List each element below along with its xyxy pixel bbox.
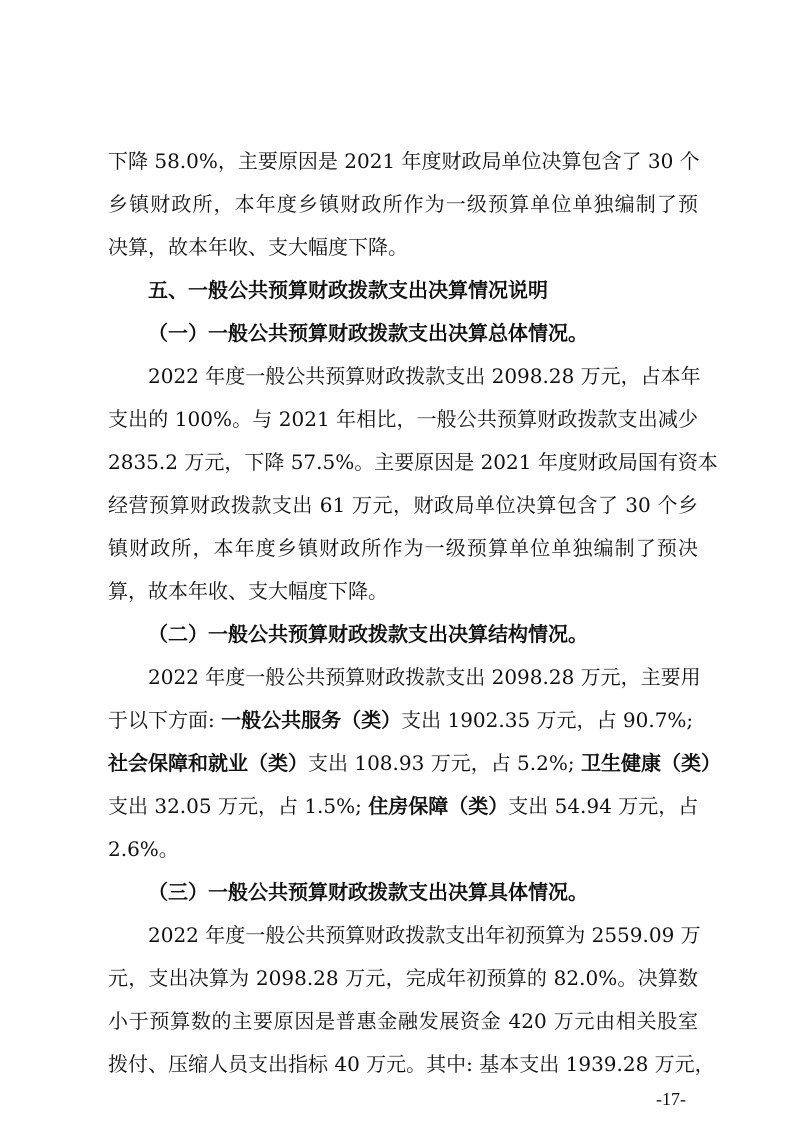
paragraph-line: 元，支出决算为 2098.28 万元，完成年初预算的 82.0%。决算数: [108, 966, 698, 990]
category-label: 卫生健康（类）: [580, 751, 721, 775]
paragraph-line: 2.6%。: [108, 837, 179, 861]
paragraph-line: 下降 58.0%，主要原因是 2021 年度财政局单位决算包含了 30 个: [108, 149, 700, 173]
paragraph-line: 决算，故本年收、支大幅度下降。: [108, 235, 408, 259]
paragraph-line: [108, 791, 698, 821]
subsection-heading: （二）一般公共预算财政拨款支出决算结构情况。: [148, 622, 588, 646]
subsection-heading: （三）一般公共预算财政拨款支出决算具体情况。: [148, 880, 588, 904]
paragraph-line: [108, 748, 721, 778]
text-run: 支出 54.94 万元，占: [508, 794, 699, 818]
section-heading: 五、一般公共预算财政拨款支出决算情况说明: [148, 278, 548, 302]
paragraph-line: 2022 年度一般公共预算财政拨款支出年初预算为 2559.09 万: [148, 923, 701, 947]
paragraph-line: 2022 年度一般公共预算财政拨款支出 2098.28 万元，主要用: [148, 665, 701, 689]
category-label: 一般公共服务（类）: [221, 708, 402, 732]
paragraph-line: 支出的 100%。与 2021 年相比，一般公共预算财政拨款支出减少: [108, 407, 698, 431]
text-run: 支出 32.05 万元，占 1.5%;: [108, 794, 369, 818]
paragraph-line: 小于预算数的主要原因是普惠金融发展资金 420 万元由相关股室: [108, 1009, 698, 1033]
category-label: 住房保障（类）: [368, 794, 509, 818]
text-run: 于以下方面:: [108, 708, 222, 732]
page-number: -17-: [656, 1089, 686, 1109]
subsection-heading: （一）一般公共预算财政拨款支出决算总体情况。: [148, 321, 588, 345]
paragraph-line: [108, 705, 698, 735]
paragraph-line: 镇财政所，本年度乡镇财政所作为一级预算单位单独编制了预决: [108, 536, 698, 560]
text-run: 支出 1902.35 万元，占 90.7%;: [401, 708, 694, 732]
text-run: 支出 108.93 万元，占 5.2%;: [308, 751, 581, 775]
paragraph-line: 乡镇财政所，本年度乡镇财政所作为一级预算单位单独编制了预: [108, 192, 698, 216]
paragraph-line: 2022 年度一般公共预算财政拨款支出 2098.28 万元，占本年: [148, 364, 701, 388]
category-label: 社会保障和就业（类）: [108, 751, 308, 775]
paragraph-line: 算，故本年收、支大幅度下降。: [108, 579, 388, 603]
paragraph-line: 拨付、压缩人员支出指标 40 万元。其中: 基本支出 1939.28 万元，: [108, 1052, 715, 1076]
paragraph-line: 经营预算财政拨款支出 61 万元，财政局单位决算包含了 30 个乡: [108, 493, 698, 517]
paragraph-line: 2835.2 万元，下降 57.5%。主要原因是 2021 年度财政局国有资本: [108, 450, 718, 474]
